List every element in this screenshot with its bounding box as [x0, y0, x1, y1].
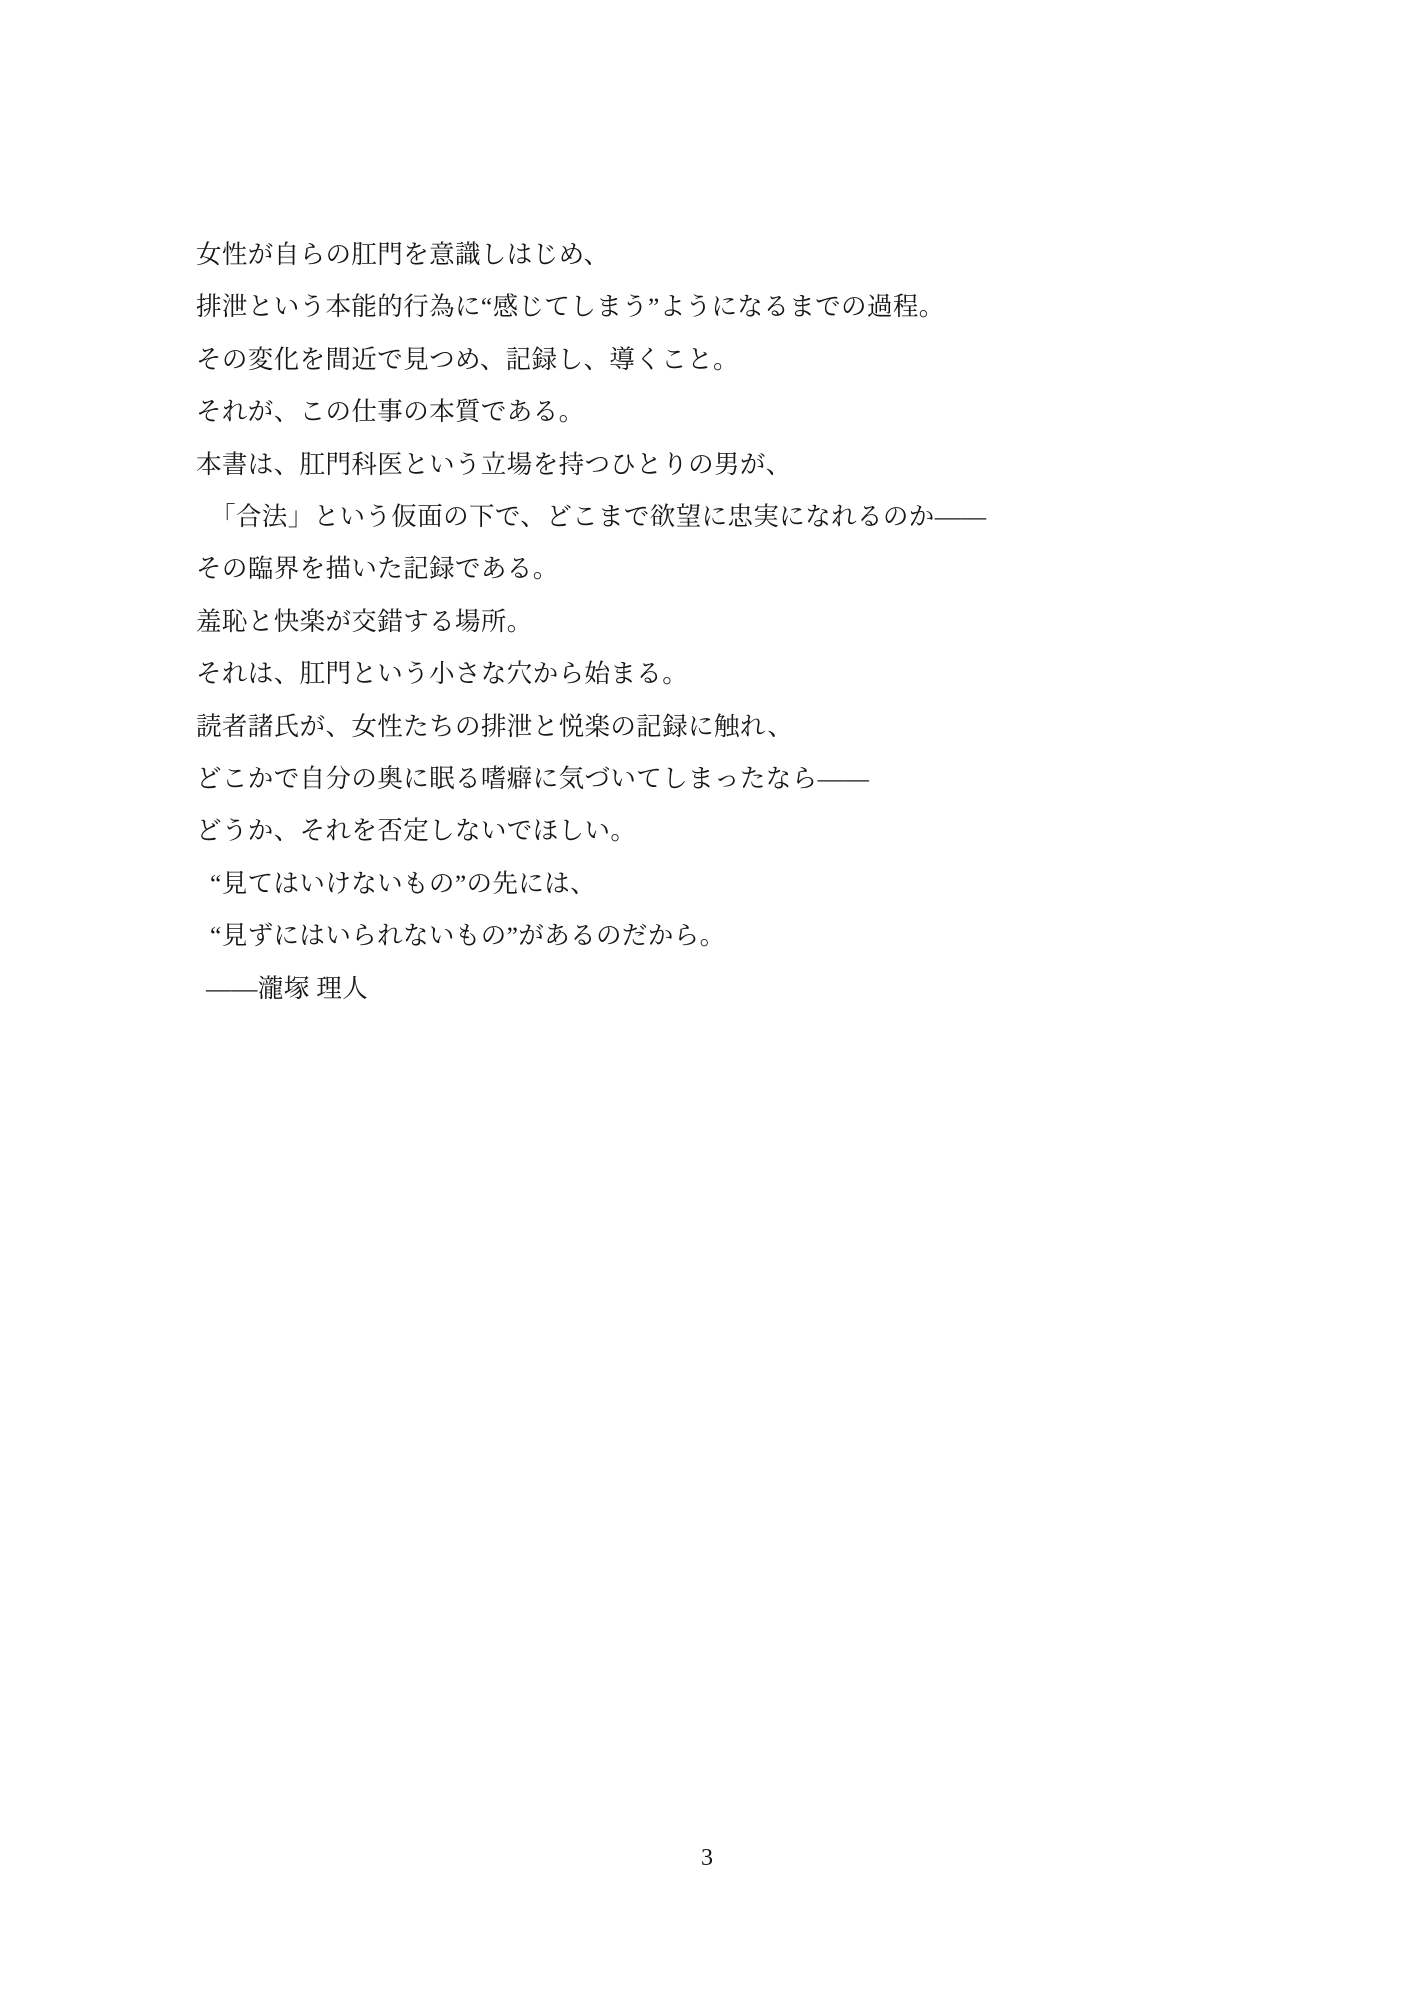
paragraph-line: どうか、それを否定しないでほしい。 — [196, 816, 637, 846]
paragraph-line: “見ずにはいられないもの”があるのだから。 — [210, 921, 726, 951]
paragraph-line: 排泄という本能的行為に“感じてしまう”ようになるまでの過程。 — [196, 292, 945, 322]
paragraph-line: 読者諸氏が、女性たちの排泄と悦楽の記録に触れ、 — [196, 711, 794, 741]
paragraph-line: その変化を間近で見つめ、記録し、導くこと。 — [196, 344, 739, 374]
paragraph-line: どこかで自分の奥に眠る嗜癖に気づいてしまったなら—— — [196, 764, 870, 794]
paragraph-line: 本書は、肛門科医という立場を持つひとりの男が、 — [196, 449, 792, 479]
paragraph-line: それは、肛門という小さな穴から始まる。 — [196, 659, 689, 689]
paragraph-line: 羞恥と快楽が交錯する場所。 — [196, 606, 533, 636]
paragraph-line: “見てはいけないもの”の先には、 — [210, 868, 597, 898]
author-signature: ——瀧塚 理人 — [206, 973, 369, 1003]
paragraph-line: その臨界を描いた記録である。 — [196, 554, 559, 584]
paragraph-line: 「合法」という仮面の下で、どこまで欲望に忠実になれるのか—— — [210, 502, 987, 532]
paragraph-line: それが、この仕事の本質である。 — [196, 397, 585, 427]
page-number: 3 — [701, 1845, 713, 1871]
paragraph-line: 女性が自らの肛門を意識しはじめ、 — [196, 240, 610, 269]
body-text-block — [196, 238, 1206, 1024]
